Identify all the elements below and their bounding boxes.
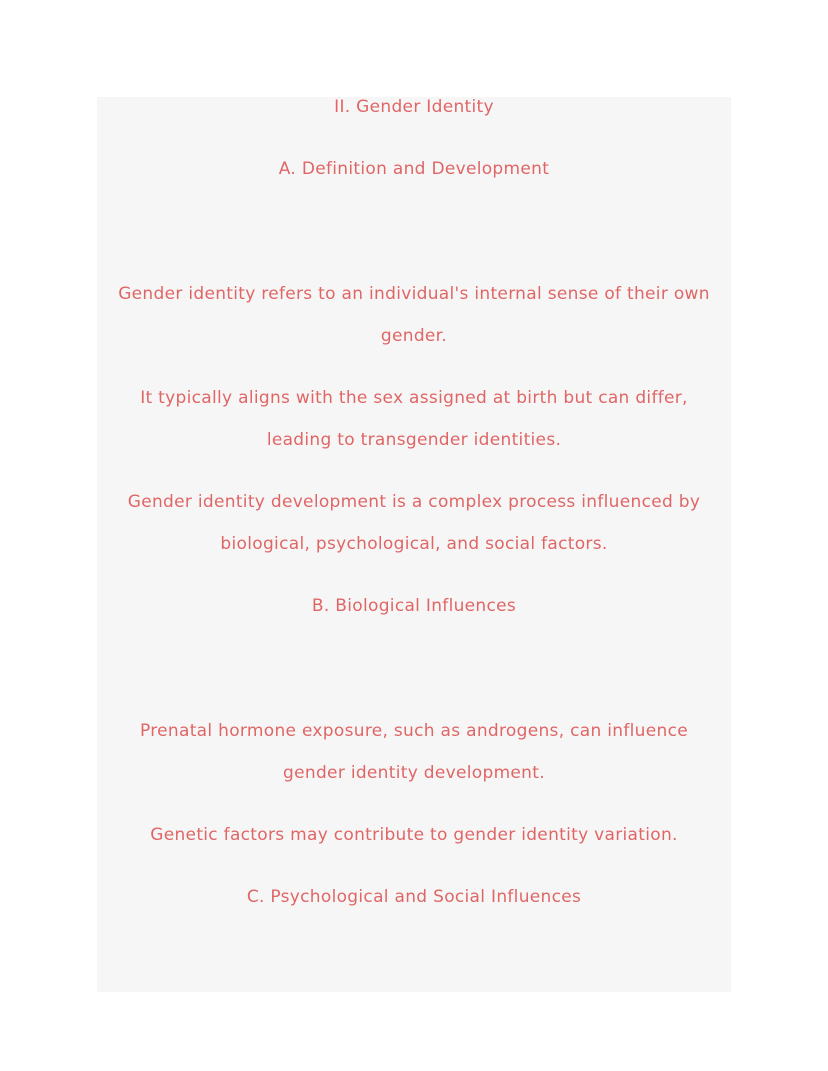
paragraph-line: Gender identity development is a complex process influenced by	[127, 492, 701, 512]
subsection-heading-psychological-social: C. Psychological and Social Influences	[246, 887, 582, 907]
paragraph-line: biological, psychological, and social factors.	[220, 534, 608, 554]
subsection-heading-biological: B. Biological Influences	[311, 596, 517, 616]
subsection-heading-definition: A. Definition and Development	[278, 159, 550, 179]
paragraph-line: gender.	[380, 326, 448, 346]
paragraph-line: Genetic factors may contribute to gender identity variation.	[150, 825, 678, 845]
paragraph-line: Prenatal hormone exposure, such as androgens, can influence	[139, 721, 688, 741]
paragraph-line: Gender identity refers to an individual's internal sense of their own	[118, 284, 710, 304]
paragraph-line: gender identity development.	[283, 763, 545, 783]
document-page	[97, 97, 731, 992]
section-heading: II. Gender Identity	[334, 97, 494, 117]
paragraph-line: leading to transgender identities.	[266, 430, 562, 450]
paragraph-line: It typically aligns with the sex assigned at birth but can differ,	[140, 388, 688, 408]
